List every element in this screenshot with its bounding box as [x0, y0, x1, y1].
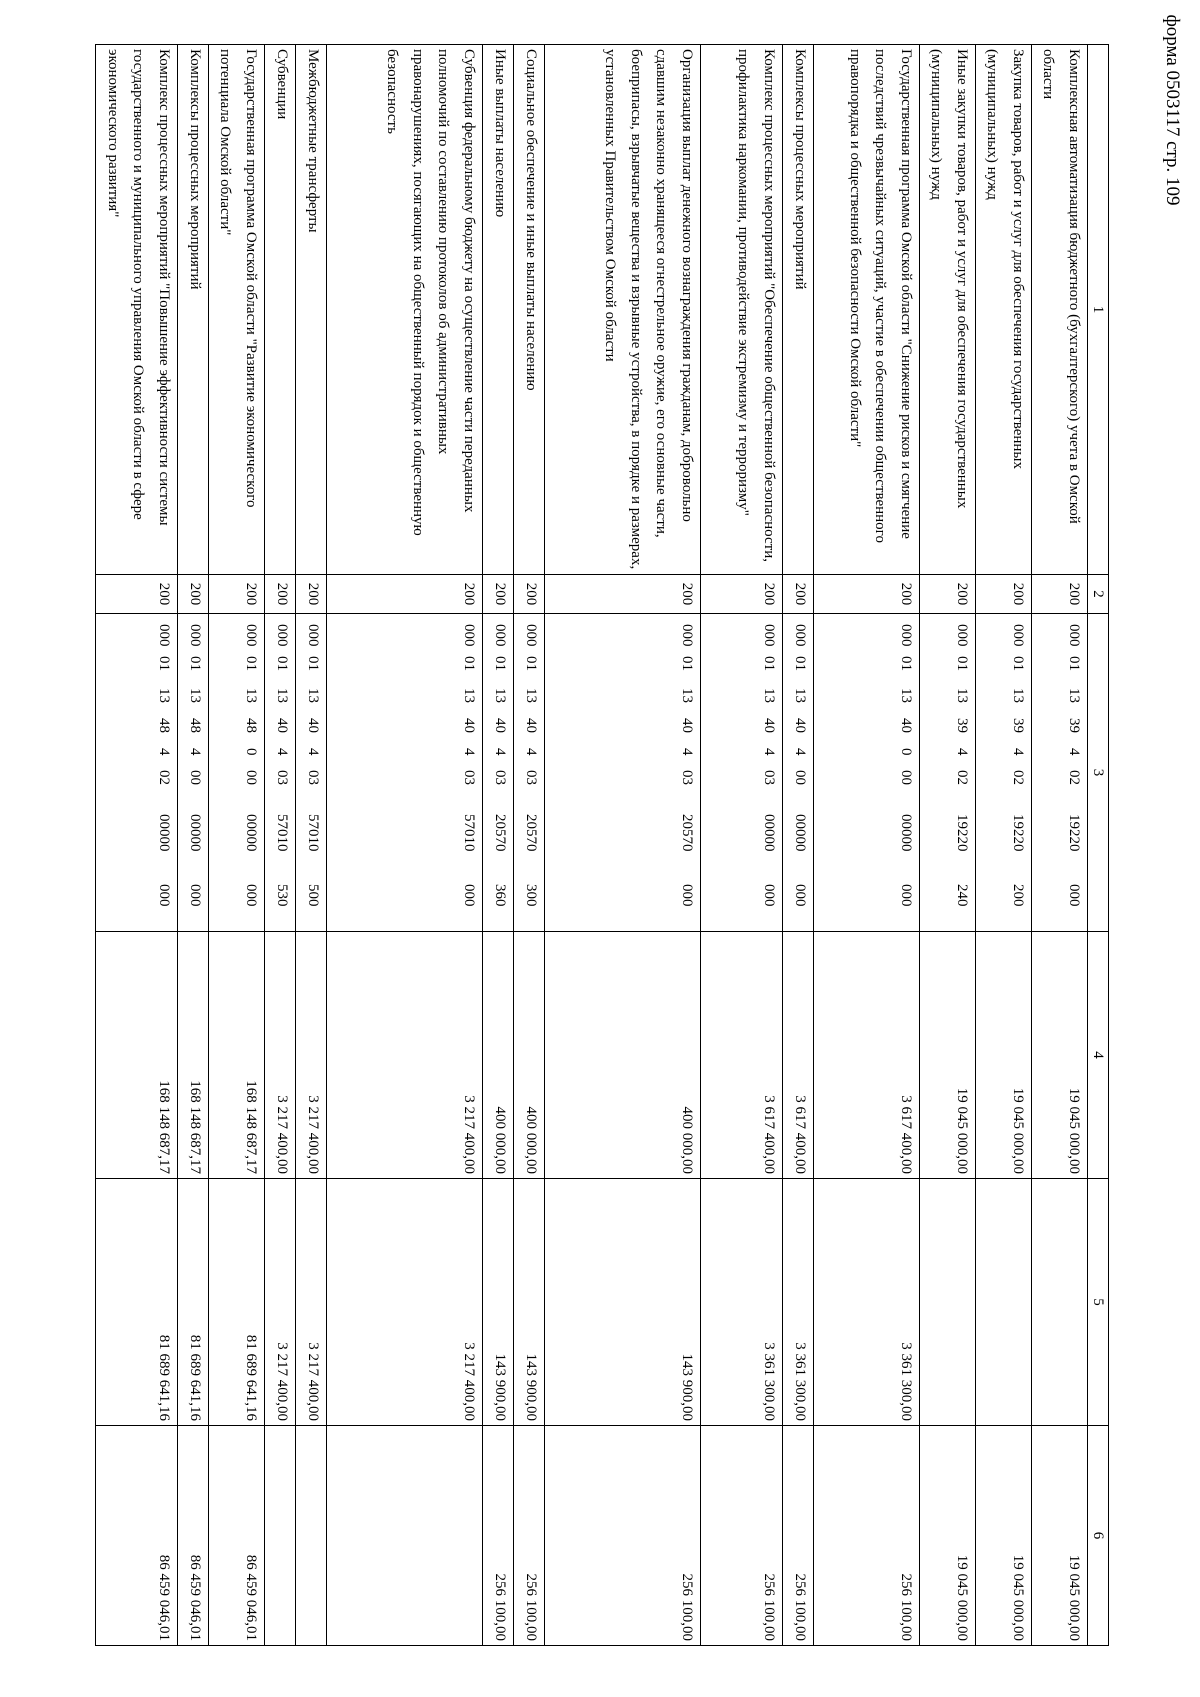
budget-code-segment: 00 — [187, 770, 203, 785]
row-approved-cell: 3 617 400,00 — [814, 932, 920, 1179]
budget-code-segment: 4 — [523, 748, 539, 756]
budget-code-segment: 000 — [274, 624, 290, 647]
budget-code-segment: 01 — [492, 656, 508, 671]
row-budget-code-cell — [545, 614, 701, 932]
budget-code-segment: 01 — [156, 656, 172, 671]
row-budget-code-cell — [514, 614, 545, 932]
budget-code-segment: 03 — [523, 770, 539, 785]
budget-code-segment: 360 — [492, 884, 508, 907]
budget-code-segment: 00 — [792, 770, 808, 785]
budget-code-segment: 01 — [1066, 656, 1082, 671]
budget-code-segment: 4 — [679, 748, 695, 756]
budget-code-segment: 03 — [679, 770, 695, 785]
budget-code-segment: 000 — [156, 884, 172, 907]
budget-code-segment: 40 — [461, 718, 477, 733]
budget-code-segment: 00000 — [243, 814, 259, 852]
row-unexecuted-cell: 86 459 046,01 — [96, 1426, 178, 1646]
budget-code-segment: 000 — [792, 624, 808, 647]
budget-code-segment: 01 — [461, 656, 477, 671]
budget-code-segment: 13 — [243, 688, 259, 703]
budget-code-segment: 02 — [156, 770, 172, 785]
budget-code-segment: 40 — [792, 718, 808, 733]
budget-code-segment: 02 — [1066, 770, 1082, 785]
row-executed-cell: 3 217 400,00 — [327, 1179, 483, 1426]
row-name-cell: Комплексы процессных мероприятий — [178, 45, 209, 575]
row-approved-cell: 400 000,00 — [483, 932, 514, 1179]
row-executed-cell: 81 689 641,16 — [178, 1179, 209, 1426]
column-header: 6 — [1088, 1426, 1109, 1646]
row-unexecuted-cell: 19 045 000,00 — [976, 1426, 1032, 1646]
table-row — [514, 45, 545, 1646]
row-budget-code-cell — [96, 614, 178, 932]
row-line-code-cell: 200 — [1032, 575, 1088, 614]
budget-code-segment: 40 — [761, 718, 777, 733]
row-budget-code-cell — [296, 614, 327, 932]
row-budget-code-cell — [483, 614, 514, 932]
budget-code-segment: 39 — [954, 718, 970, 733]
row-executed-cell: 3 361 300,00 — [783, 1179, 814, 1426]
budget-code-segment: 40 — [492, 718, 508, 733]
budget-code-segment: 00000 — [761, 814, 777, 852]
row-executed-cell — [1032, 1179, 1088, 1426]
budget-code-segment: 20570 — [492, 814, 508, 852]
budget-code-segment: 01 — [274, 656, 290, 671]
budget-code-segment: 01 — [305, 656, 321, 671]
budget-code-segment: 01 — [792, 656, 808, 671]
table-row — [701, 45, 783, 1646]
budget-code-segment: 01 — [898, 656, 914, 671]
table-row — [545, 45, 701, 1646]
row-name-cell: Государственная программа Омской области "Снижение рисков и смягчение последствий чрезвычайных ситуаций, участие в обеспечении общественного правопорядка и общественной безопасности Омской области" — [814, 45, 920, 575]
budget-code-segment: 000 — [156, 624, 172, 647]
table-row — [1032, 45, 1088, 1646]
budget-code-segment: 13 — [954, 688, 970, 703]
budget-code-segment: 4 — [156, 748, 172, 756]
budget-code-segment: 000 — [954, 624, 970, 647]
row-approved-cell: 3 217 400,00 — [265, 932, 296, 1179]
row-name-cell: Иные выплаты населению — [483, 45, 514, 575]
budget-code-segment: 000 — [1066, 884, 1082, 907]
column-header: 5 — [1088, 1179, 1109, 1426]
table-row — [783, 45, 814, 1646]
budget-code-segment: 00000 — [898, 814, 914, 852]
row-line-code-cell: 200 — [296, 575, 327, 614]
budget-code-segment: 4 — [1010, 748, 1026, 756]
budget-code-segment: 00000 — [187, 814, 203, 852]
budget-code-segment: 57010 — [305, 814, 321, 852]
budget-code-segment: 000 — [187, 884, 203, 907]
table-row — [96, 45, 178, 1646]
budget-code-segment: 240 — [954, 884, 970, 907]
budget-code-segment: 4 — [761, 748, 777, 756]
row-unexecuted-cell: 256 100,00 — [514, 1426, 545, 1646]
table-row — [296, 45, 327, 1646]
budget-code-segment: 39 — [1066, 718, 1082, 733]
budget-code-segment: 4 — [274, 748, 290, 756]
row-approved-cell: 19 045 000,00 — [920, 932, 976, 1179]
row-line-code-cell: 200 — [327, 575, 483, 614]
row-unexecuted-cell — [265, 1426, 296, 1646]
table-row — [976, 45, 1032, 1646]
budget-code-segment: 19220 — [1010, 814, 1026, 852]
row-line-code-cell: 200 — [701, 575, 783, 614]
row-approved-cell: 3 217 400,00 — [327, 932, 483, 1179]
budget-code-segments — [1061, 618, 1087, 927]
row-unexecuted-cell: 256 100,00 — [545, 1426, 701, 1646]
budget-code-segments — [269, 618, 295, 927]
budget-code-segment: 4 — [792, 748, 808, 756]
row-executed-cell: 143 900,00 — [514, 1179, 545, 1426]
budget-code-segment: 48 — [243, 718, 259, 733]
row-line-code-cell: 200 — [209, 575, 265, 614]
budget-code-segment: 13 — [792, 688, 808, 703]
row-name-cell: Организация выплат денежного вознаграждения гражданам, добровольно сдавшим незаконно хранящееся огнестрельное оружие, его основные части, боеприпасы, взрывчатые вещества и взрывные устройства, в порядке и размерах, установленных Правительством Омской области — [545, 45, 701, 575]
budget-code-segment: 00 — [243, 770, 259, 785]
budget-code-segment: 40 — [523, 718, 539, 733]
row-budget-code-cell — [920, 614, 976, 932]
budget-code-segment: 000 — [1010, 624, 1026, 647]
budget-code-segment: 13 — [305, 688, 321, 703]
budget-code-segment: 530 — [274, 884, 290, 907]
budget-code-segment: 57010 — [461, 814, 477, 852]
budget-code-segment: 000 — [898, 624, 914, 647]
budget-code-segment: 00 — [898, 770, 914, 785]
report-page-rotated — [105, 44, 1109, 1645]
row-budget-code-cell — [783, 614, 814, 932]
budget-code-segment: 4 — [187, 748, 203, 756]
budget-code-segment: 40 — [305, 718, 321, 733]
table-row — [265, 45, 296, 1646]
row-approved-cell: 400 000,00 — [514, 932, 545, 1179]
row-unexecuted-cell: 256 100,00 — [783, 1426, 814, 1646]
budget-code-segments — [238, 618, 264, 927]
row-unexecuted-cell — [296, 1426, 327, 1646]
budget-code-segments — [787, 618, 813, 927]
row-executed-cell — [976, 1179, 1032, 1426]
budget-code-segment: 02 — [1010, 770, 1026, 785]
budget-code-segment: 03 — [461, 770, 477, 785]
row-name-cell: Комплексы процессных мероприятий — [783, 45, 814, 575]
table-row — [920, 45, 976, 1646]
row-budget-code-cell — [178, 614, 209, 932]
row-budget-code-cell — [976, 614, 1032, 932]
budget-code-segment: 500 — [305, 884, 321, 907]
row-name-cell: Субвенции — [265, 45, 296, 575]
budget-code-segment: 4 — [461, 748, 477, 756]
budget-code-segment: 19220 — [954, 814, 970, 852]
row-name-cell: Субвенция федеральному бюджету на осуществление части переданных полномочий по составлению протоколов об административных правонарушениях, посягающих на общественный порядок и общественную безопасность — [327, 45, 483, 575]
budget-code-segment: 13 — [492, 688, 508, 703]
row-unexecuted-cell: 86 459 046,01 — [178, 1426, 209, 1646]
row-budget-code-cell — [209, 614, 265, 932]
budget-code-segment: 19220 — [1066, 814, 1082, 852]
budget-code-segment: 000 — [492, 624, 508, 647]
budget-code-segment: 000 — [679, 884, 695, 907]
row-line-code-cell: 200 — [178, 575, 209, 614]
budget-code-segments — [487, 618, 513, 927]
budget-code-segment: 01 — [243, 656, 259, 671]
budget-code-segments — [456, 618, 482, 927]
budget-code-segment: 13 — [761, 688, 777, 703]
row-unexecuted-cell: 86 459 046,01 — [209, 1426, 265, 1646]
budget-code-segment: 13 — [523, 688, 539, 703]
row-unexecuted-cell: 256 100,00 — [483, 1426, 514, 1646]
budget-code-segment: 20570 — [679, 814, 695, 852]
row-name-cell: Закупка товаров, работ и услуг для обеспечения государственных (муниципальных) нужд — [976, 45, 1032, 575]
row-budget-code-cell — [1032, 614, 1088, 932]
row-line-code-cell: 200 — [96, 575, 178, 614]
row-line-code-cell: 200 — [545, 575, 701, 614]
row-executed-cell: 143 900,00 — [545, 1179, 701, 1426]
budget-code-segment: 000 — [461, 624, 477, 647]
row-approved-cell: 3 617 400,00 — [701, 932, 783, 1179]
budget-code-segment: 13 — [156, 688, 172, 703]
budget-code-segment: 000 — [461, 884, 477, 907]
budget-code-segment: 000 — [523, 624, 539, 647]
budget-code-segment: 00000 — [156, 814, 172, 852]
row-name-cell: Комплекс процессных мероприятий "Обеспечение общественной безопасности, профилактика наркомании, противодействие экстремизму и терроризму" — [701, 45, 783, 575]
table-row — [209, 45, 265, 1646]
budget-code-segments — [151, 618, 177, 927]
row-unexecuted-cell: 256 100,00 — [701, 1426, 783, 1646]
budget-code-segments — [893, 618, 919, 927]
table-row — [483, 45, 514, 1646]
budget-code-segment: 000 — [792, 884, 808, 907]
budget-code-segment: 000 — [187, 624, 203, 647]
row-approved-cell: 168 148 687,17 — [178, 932, 209, 1179]
row-approved-cell: 19 045 000,00 — [1032, 932, 1088, 1179]
row-name-cell: Комплекс процессных мероприятий "Повышение эффективности системы государственного и муниципального управления Омской области в сфере экономического развития" — [96, 45, 178, 575]
budget-code-segment: 01 — [954, 656, 970, 671]
row-line-code-cell: 200 — [783, 575, 814, 614]
row-line-code-cell: 200 — [976, 575, 1032, 614]
row-executed-cell: 81 689 641,16 — [209, 1179, 265, 1426]
budget-code-segment: 40 — [274, 718, 290, 733]
table-row — [327, 45, 483, 1646]
budget-code-segments — [949, 618, 975, 927]
budget-code-segment: 48 — [156, 718, 172, 733]
budget-code-segment: 4 — [305, 748, 321, 756]
row-budget-code-cell — [265, 614, 296, 932]
row-approved-cell: 168 148 687,17 — [209, 932, 265, 1179]
row-approved-cell: 400 000,00 — [545, 932, 701, 1179]
budget-code-segment: 13 — [679, 688, 695, 703]
column-number-row — [1088, 45, 1109, 1646]
expenditure-table — [95, 44, 1109, 1646]
table-row — [814, 45, 920, 1646]
budget-code-segments — [756, 618, 782, 927]
row-executed-cell: 3 361 300,00 — [701, 1179, 783, 1426]
budget-code-segment: 200 — [1010, 884, 1026, 907]
budget-code-segment: 01 — [679, 656, 695, 671]
budget-code-segment: 48 — [187, 718, 203, 733]
budget-code-segment: 000 — [761, 624, 777, 647]
row-approved-cell: 3 217 400,00 — [296, 932, 327, 1179]
row-name-cell: Межбюджетные трансферты — [296, 45, 327, 575]
row-approved-cell: 168 148 687,17 — [96, 932, 178, 1179]
column-header: 2 — [1088, 575, 1109, 614]
budget-code-segment: 4 — [1066, 748, 1082, 756]
budget-code-segment: 01 — [523, 656, 539, 671]
row-executed-cell: 3 217 400,00 — [296, 1179, 327, 1426]
column-header: 4 — [1088, 932, 1109, 1179]
table-row — [178, 45, 209, 1646]
budget-code-segment: 13 — [1066, 688, 1082, 703]
budget-code-segment: 000 — [761, 884, 777, 907]
budget-code-segment: 57010 — [274, 814, 290, 852]
row-executed-cell: 3 217 400,00 — [265, 1179, 296, 1426]
budget-code-segment: 40 — [898, 718, 914, 733]
column-header: 3 — [1088, 614, 1109, 932]
budget-code-segment: 01 — [187, 656, 203, 671]
row-budget-code-cell — [327, 614, 483, 932]
row-executed-cell — [920, 1179, 976, 1426]
budget-code-segment: 01 — [1010, 656, 1026, 671]
table-body — [96, 45, 1109, 1646]
row-line-code-cell: 200 — [265, 575, 296, 614]
row-name-cell: Иные закупки товаров, работ и услуг для обеспечения государственных (муниципальных) нужд — [920, 45, 976, 575]
budget-code-segment: 13 — [1010, 688, 1026, 703]
budget-code-segment: 20570 — [523, 814, 539, 852]
budget-code-segment: 13 — [274, 688, 290, 703]
budget-code-segment: 000 — [243, 624, 259, 647]
budget-code-segment: 000 — [1066, 624, 1082, 647]
row-name-cell: Государственная программа Омской области "Развитие экономического потенциала Омской области" — [209, 45, 265, 575]
row-budget-code-cell — [701, 614, 783, 932]
budget-code-segment: 39 — [1010, 718, 1026, 733]
budget-code-segment: 01 — [761, 656, 777, 671]
row-line-code-cell: 200 — [483, 575, 514, 614]
budget-code-segment: 000 — [243, 884, 259, 907]
row-name-cell: Комплексная автоматизация бюджетного (бухгалтерского) учета в Омской области — [1032, 45, 1088, 575]
budget-code-segment: 03 — [305, 770, 321, 785]
budget-code-segments — [182, 618, 208, 927]
budget-code-segment: 40 — [679, 718, 695, 733]
budget-code-segment: 13 — [461, 688, 477, 703]
form-page-label: форма 0503117 стр. 109 — [1162, 14, 1183, 206]
budget-code-segments — [518, 618, 544, 927]
row-unexecuted-cell — [327, 1426, 483, 1646]
row-name-cell: Социальное обеспечение и иные выплаты населению — [514, 45, 545, 575]
row-executed-cell: 143 900,00 — [483, 1179, 514, 1426]
budget-code-segment: 000 — [898, 884, 914, 907]
row-executed-cell: 3 361 300,00 — [814, 1179, 920, 1426]
row-executed-cell: 81 689 641,16 — [96, 1179, 178, 1426]
budget-code-segment: 4 — [954, 748, 970, 756]
row-line-code-cell: 200 — [514, 575, 545, 614]
budget-code-segment: 0 — [898, 748, 914, 756]
budget-code-segments — [300, 618, 326, 927]
budget-code-segment: 03 — [274, 770, 290, 785]
budget-code-segment: 000 — [679, 624, 695, 647]
budget-code-segment: 13 — [898, 688, 914, 703]
budget-code-segment: 4 — [492, 748, 508, 756]
budget-code-segment: 300 — [523, 884, 539, 907]
row-unexecuted-cell: 256 100,00 — [814, 1426, 920, 1646]
row-unexecuted-cell: 19 045 000,00 — [1032, 1426, 1088, 1646]
budget-code-segments — [674, 618, 700, 927]
row-approved-cell: 3 617 400,00 — [783, 932, 814, 1179]
row-budget-code-cell — [814, 614, 920, 932]
budget-code-segment: 13 — [187, 688, 203, 703]
row-approved-cell: 19 045 000,00 — [976, 932, 1032, 1179]
row-unexecuted-cell: 19 045 000,00 — [920, 1426, 976, 1646]
budget-code-segment: 000 — [305, 624, 321, 647]
budget-code-segment: 02 — [954, 770, 970, 785]
budget-code-segment: 0 — [243, 748, 259, 756]
budget-code-segment: 00000 — [792, 814, 808, 852]
column-header: 1 — [1088, 45, 1109, 575]
row-line-code-cell: 200 — [814, 575, 920, 614]
budget-code-segment: 03 — [761, 770, 777, 785]
budget-code-segments — [1005, 618, 1031, 927]
row-line-code-cell: 200 — [920, 575, 976, 614]
budget-code-segment: 03 — [492, 770, 508, 785]
